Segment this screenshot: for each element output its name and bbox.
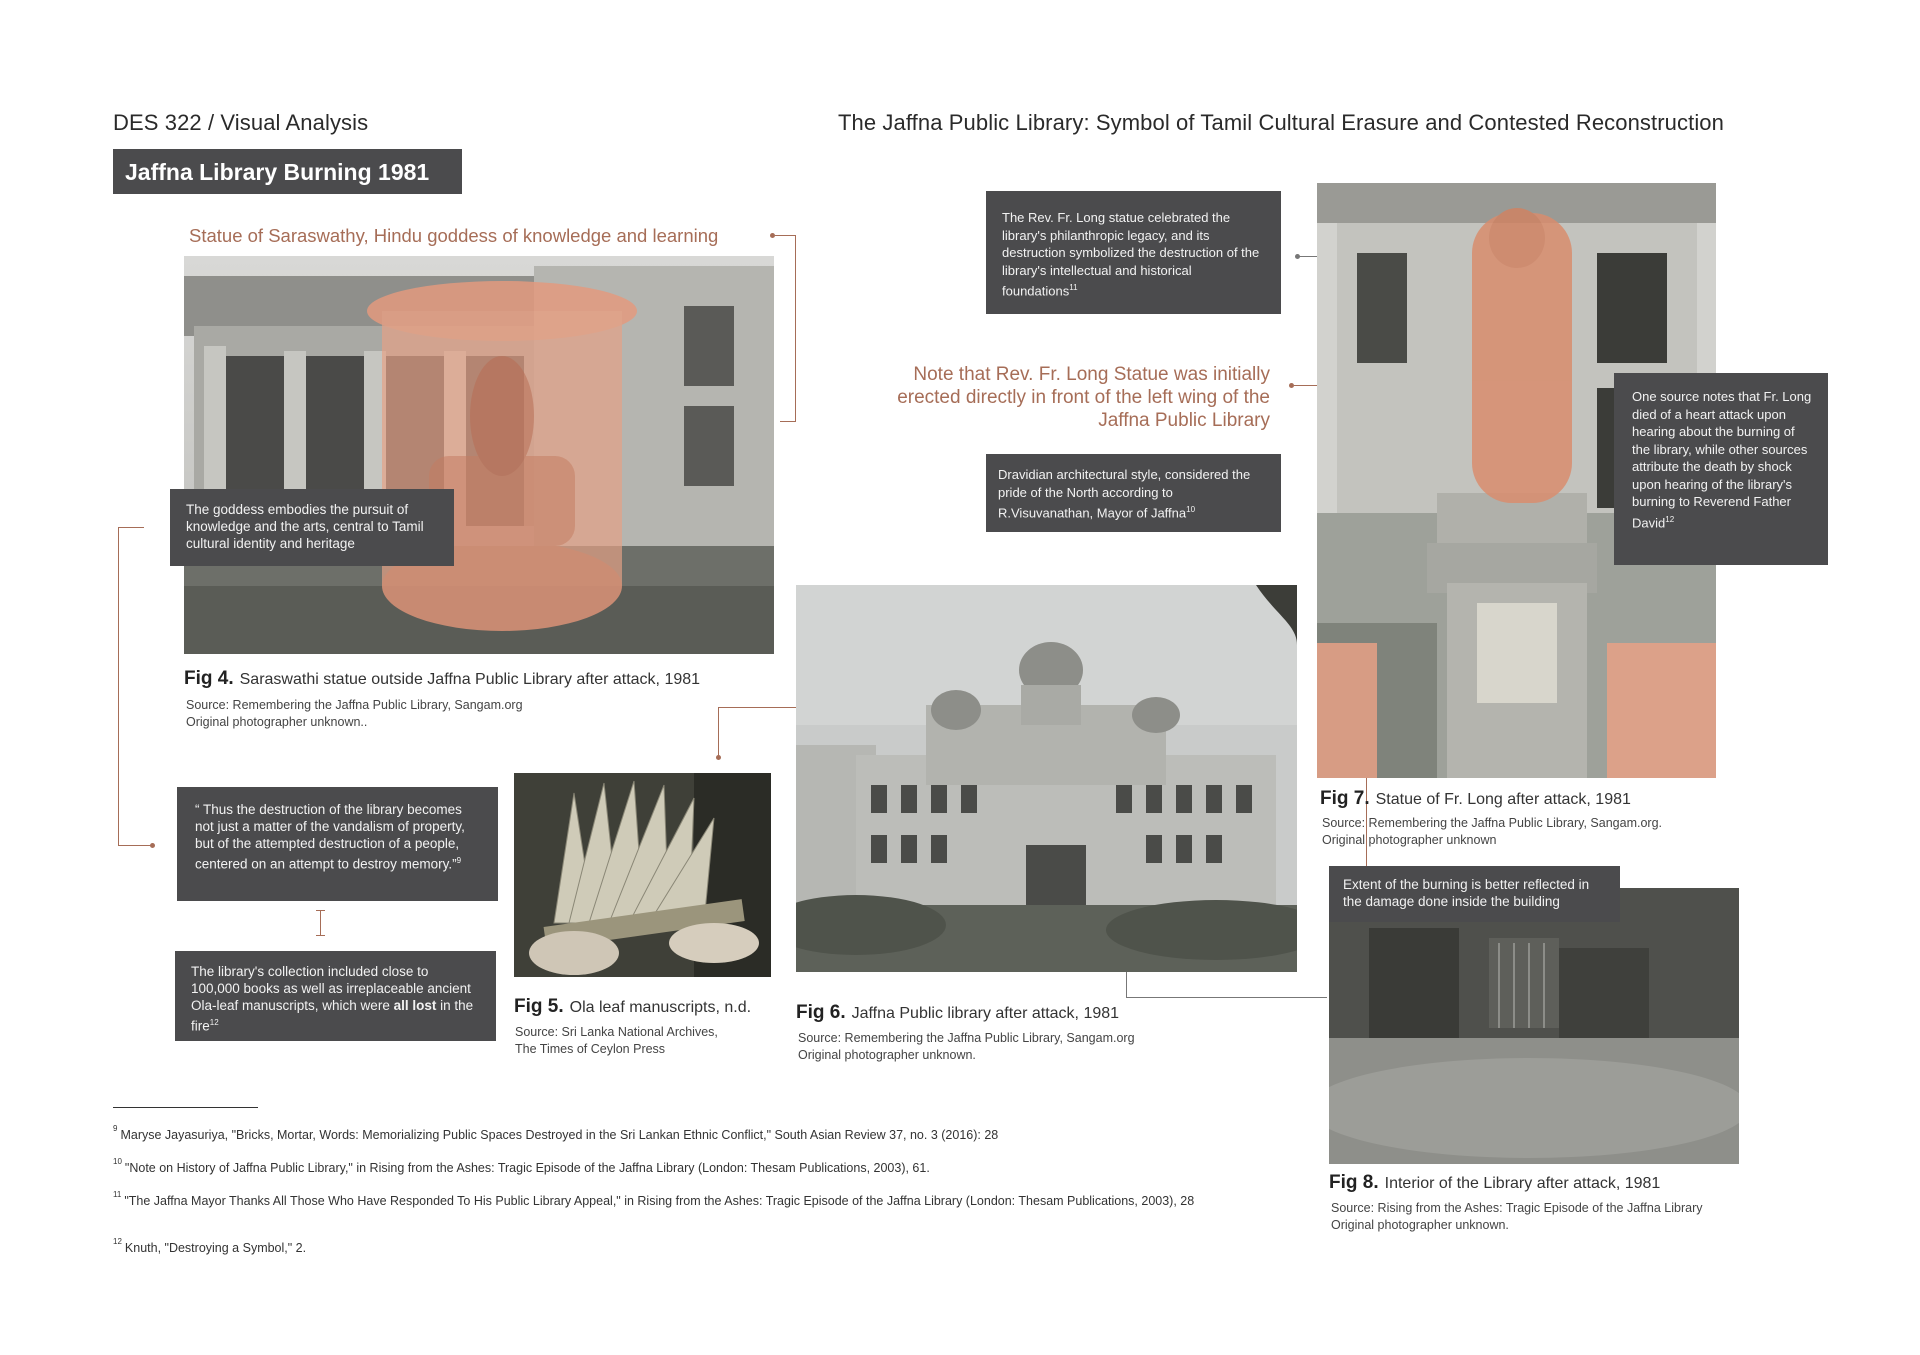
note-left-wing: Note that Rev. Fr. Long Statue was initially erected directly in front of the left wing of the Jaffna Public Library (897, 364, 1270, 431)
footnote-12-text: Knuth, "Destroying a Symbol," 2. (124, 1241, 307, 1256)
fig7-caption-text: Statue of Fr. Long after attack, 1981 (1375, 791, 1631, 808)
fr-long-text: The Rev. Fr. Long statue celebrated the library's philanthropic legacy, and its destruction symbolized the destruction of the library's intellectual and historical foundations (1002, 210, 1260, 299)
heart-attack-footnote-ref: 12 (1665, 514, 1675, 524)
collection-text: The library's collection included close to 100,000 books as well as irreplaceable ancient Ola-leaf manuscripts, which were (191, 964, 471, 1013)
fig5-source-line1: Source: Sri Lanka National Archives, (515, 1025, 718, 1039)
dravidian-text: Dravidian architectural style, considered the pride of the North according to R.Visuvanathan, Mayor of Jaffna (998, 467, 1251, 521)
fr-long-box (986, 191, 1281, 314)
fig8-photo (1329, 888, 1739, 1164)
footnote-9-num: 9 (113, 1124, 118, 1133)
footnote-9-text: Maryse Jayasuriya, "Bricks, Mortar, Words: Memorializing Public Spaces Destroyed in the Sri Lankan Ethnic Conflict," South Asian Review 37, no. 3 (2016): 28 (120, 1128, 999, 1143)
footnote-12-num: 12 (113, 1237, 122, 1246)
fig8-label: Fig 8. (1329, 1172, 1379, 1193)
fig8-caption-text: Interior of the Library after attack, 1981 (1384, 1175, 1661, 1192)
quote-box (177, 787, 498, 901)
fig6-photographer: Original photographer unknown. (798, 1048, 976, 1062)
page-title: The Jaffna Public Library: Symbol of Tamil Cultural Erasure and Contested Reconstruction (838, 110, 1724, 135)
fig5-label: Fig 5. (514, 996, 564, 1017)
fig5-caption-text: Ola leaf manuscripts, n.d. (569, 999, 752, 1016)
quote-footnote-ref: 9 (456, 856, 462, 865)
footnote-10 (113, 1157, 1243, 1176)
quote-text: “ Thus the destruction of the library becomes not just a matter of the vandalism of property, but of the attempted destruction of a people, centered on an attempt to destroy memory.” (195, 802, 465, 872)
collection-box (175, 951, 496, 1041)
fig8-photographer: Original photographer unknown. (1331, 1218, 1509, 1232)
fig7-caption (1320, 788, 1631, 810)
fig4-photo (184, 256, 774, 654)
fig6-caption (796, 1002, 1119, 1024)
footnote-9 (113, 1124, 1243, 1143)
fr-long-footnote-ref: 11 (1069, 283, 1078, 292)
course-label: DES 322 / Visual Analysis (113, 110, 369, 135)
fig4-source: Source: Remembering the Jaffna Public Library, Sangam.org (186, 698, 523, 712)
fig7-label: Fig 7. (1320, 788, 1370, 809)
footnote-10-num: 10 (113, 1157, 122, 1166)
fig6-photo (796, 585, 1297, 972)
heart-attack-box (1614, 373, 1828, 565)
heart-attack-text: One source notes that Fr. Long died of a heart attack upon hearing about the burning of the library, while other sources attribute the death by shock upon hearing of the library's burning to Reverend Father David (1632, 389, 1812, 530)
fig8-caption (1329, 1172, 1660, 1194)
fig4-label: Fig 4. (184, 668, 234, 689)
fig7-source: Source: Remembering the Jaffna Public Library, Sangam.org. (1322, 816, 1662, 830)
fig4-caption (184, 668, 700, 690)
fig4-callout: The goddess embodies the pursuit of knowledge and the arts, central to Tamil cultural identity and heritage (170, 489, 454, 566)
collection-bold: all lost (393, 998, 437, 1013)
section-title: Jaffna Library Burning 1981 (113, 149, 462, 194)
fig4-caption-text: Saraswathi statue outside Jaffna Public Library after attack, 1981 (239, 671, 701, 688)
footnote-10-text: "Note on History of Jaffna Public Library," in Rising from the Ashes: Tragic Episode of the Jaffna Library (London: Thesam Publications, 2003), 61. (124, 1161, 930, 1176)
collection-footnote-ref: 12 (209, 1018, 219, 1027)
fig6-source: Source: Remembering the Jaffna Public Library, Sangam.org (798, 1031, 1135, 1045)
fig7-photographer: Original photographer unknown (1322, 833, 1497, 847)
footnote-divider (113, 1107, 258, 1108)
fig8-source: Source: Rising from the Ashes: Tragic Episode of the Jaffna Library (1331, 1201, 1703, 1215)
interior-box: Extent of the burning is better reflected in the damage done inside the building (1329, 866, 1620, 922)
fig6-caption-text: Jaffna Public library after attack, 1981 (851, 1005, 1120, 1022)
footnote-11 (113, 1190, 1223, 1209)
fig4-photographer: Original photographer unknown.. (186, 715, 368, 729)
dravidian-footnote-ref: 10 (1186, 505, 1196, 514)
footnote-11-text: "The Jaffna Mayor Thanks All Those Who Have Responded To His Public Library Appeal," in Rising from the Ashes: Tragic Episode of the Jaffna Library (London: Thesam Publications, 2003), 28 (124, 1194, 1195, 1209)
fig5-photo (514, 773, 771, 977)
footnote-12 (113, 1237, 1243, 1256)
collection-text-after: in the fire (191, 998, 474, 1034)
fig6-label: Fig 6. (796, 1002, 846, 1023)
dravidian-box (986, 454, 1281, 532)
fig5-caption (514, 996, 751, 1018)
fig4-annotation: Statue of Saraswathy, Hindu goddess of knowledge and learning (189, 225, 719, 246)
fig5-source-line2: The Times of Ceylon Press (515, 1042, 666, 1056)
footnote-11-num: 11 (113, 1190, 122, 1199)
